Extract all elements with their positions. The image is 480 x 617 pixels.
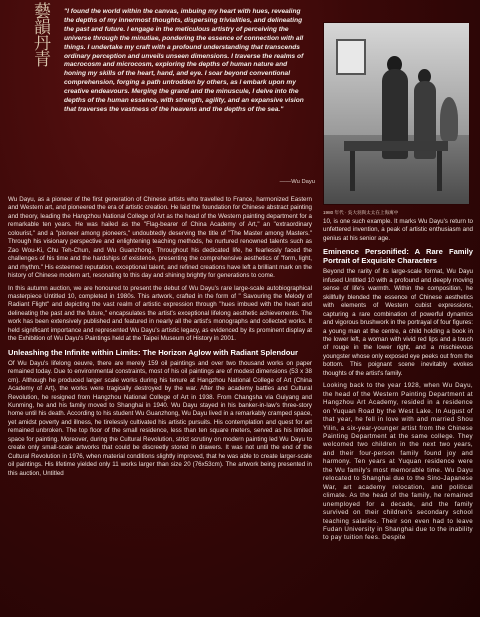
quote-author: ——Wu Dayu bbox=[279, 179, 315, 185]
section-heading-eminence: Eminence Personified: A Rare Family Portrait of Exquisite Characters bbox=[323, 247, 473, 266]
photo-table-leg bbox=[350, 151, 355, 191]
calligraphy-title: 藝韻丹青 bbox=[30, 2, 50, 66]
right-column bbox=[323, 218, 473, 547]
photo-caption: 1980 年代 · 吳大羽與太太在上海寓中 bbox=[323, 210, 399, 215]
photo-table bbox=[344, 141, 448, 151]
paragraph-intro: Wu Dayu, as a pioneer of the first generation of Chinese artists who travelled to France, harmonized Eastern and Western art, and pioneered the era of artistic creation. He laid the foundation for Chinese abstract painting and theory, leading the Hangzhou National College of Art as the head of the Western painting department for a remarkable ten years. He was hailed as the "Flag-bearer of China Academy of Art," an "extraordinary colourist," and a "pioneer among pioneers," undoubtedly deserving the title of "The Master among Masters." Through his visionary perspective and enlightening teaching methods, he nurtured renowned talents such as Zao Wou-Ki, Chu Teh-Chun, and Wu Guanzhong. Throughout his dedicated life, he fearlessly faced the challenges of his time and the hardships of existence, presenting the comprehensive aesthetics of "form, light, and rhythm." His esteemed reputation, exceptional talent, and refined creations have left a brilliant mark on the history of Chinese modern art, resonating to this day and shining brightly for generations to come. bbox=[8, 196, 312, 280]
paragraph-continuation: 10, is one such example. It marks Wu Dayu's return to unfettered invention, a peak of artistic enthusiasm and genius at his senior age. bbox=[323, 218, 473, 242]
paragraph-oeuvre: Of Wu Dayu's lifelong oeuvre, there are merely 159 oil paintings and over two thousand works on paper remained today. Due to environmental constraints, most of his oil paintings are of modest dimensions (53 x 38 cm). Although he produced larger scale works during his tenure at Hangzhou National College of Art (China Academy of Art), the works were tragically destroyed by the war. After the academy battles and Cultural Revolution, he resigned from Hangzhou National College of Art in 1938. From Changsha via Guiyang and Kunming, he and his family moved to Shanghai in 1940. Wu Dayu stayed in his banker-in-law's three-story home until his death. According to his student Wu Guanzhong, Wu Dayu lived in a remarkably cramped space, yet amidst poverty and illness, he tirelessly cultivated his artistic pursuits. His contemplation and quest for art remained unbroken. The top floor of the small residence, less than ten square meters, served as his limited space for painting. Moreover, during the Cultural Revolution, strict scrutiny on modern painting led Wu Dayu to create only small-scale artworks that could be discreetly stored in drawers. It was not until the end of the Cultural Revolution in 1976, when material conditions slightly improved, that he was able to create larger-scale oil paintings. His lifetime yielded only 11 works larger than size 20 (76x53cm). The artwork being presented in this auction, Untitled bbox=[8, 359, 312, 477]
paragraph-history: Looking back to the year 1928, when Wu Dayu, the head of the Western Painting Department at Hangzhou Art Academy, resided in a residence on Yuquan Road by the West Lake. In August of that year, he fell in love with and married Shou Yilin, a six-year-younger artist from the Chinese Painting Department at the same college. They welcomed two children in the next two years, and their four-person family found joy and harmony. Ten years at Yuquan residence were the Wu family's most memorable time. Wu Dayu relocated to Shanghai due to the Sino-Japanese War, art academy relocation, and political climate. As the head of the family, he remained unemployed for a decade, and the family survived on their children's secondary school teaching salaries. Their son even had to leave Fudan University in Shanghai due to the inability to pay tuition fees. Despite bbox=[323, 382, 473, 542]
left-column bbox=[8, 196, 312, 482]
photo-table-leg bbox=[437, 151, 442, 191]
section-heading-infinite: Unleashing the Infinite within Limits: The Horizon Aglow with Radiant Splendour bbox=[8, 347, 298, 357]
photo-window bbox=[336, 39, 366, 75]
paragraph-auction: In this autumn auction, we are honoured to present the debut of Wu Dayu's rare large-scale autobiographical masterpiece Untitled 10, completed in 1980s. This artwork, crafted in the form of " Savouring the Melody of Radiant Flight" and depicting the vast realm of artistic expression through "hues imbued with the heart and delineating the past and the future," encapsulates the artist's exceptional lifelong aesthetic achievements. The work has been extensively published and featured in nearly all the artist's monographs and collected works. It held significant importance and represented Wu Dayu's artistic legacy, as evidenced by its prominent display at the Exhibition of Wu Dayu's Paintings held at the Taipei Museum of History in 2001. bbox=[8, 284, 312, 343]
opening-quote: "I found the world within the canvas, imbuing my heart with hues, revealing the depths of my innermost thoughts, dispersing trivialities, and delineating the past and future. I engage in the meticulous artistry of perceiving the universe through the minutiae, pondering the essence of connection with all things. I undertake my craft with a profound understanding that transcends ordinary perception and unveils unseen dimensions. I traverse the realms of macrocosm and microcosm, exploring the depths of human nature and honing my skills of the heart, hand, and eye. I soar beyond conventional comprehension, forging a path untrodden by others, as I embark upon my creative endeavours. Merging the grand and the minuscule, I delve into the depths of the human essence, with strength, agility, and an expansive vision that traverses the vastness of the heavens and the depths of the sea." bbox=[64, 8, 304, 113]
family-photo bbox=[323, 22, 470, 205]
paragraph-composition: Beyond the rarity of its large-scale format, Wu Dayu infused Untitled 10 with a profound and deeply moving sense of life's warmth. Within the composition, he skillfully blended the essence of Chinese aesthetics with elements of Western cubist expressions, capturing a rare combination of powerful dynamics and vigorous brushwork in the portrayal of four figures: a young man at the centre, a child holding a book in the lower left, a woman with vivid red lips and a touch of rouge in the lower right, and a mischievous youngster whose only exposed eye peeks out from the bottom. This poignant scene inevitably evokes thoughts of the artist's family. bbox=[323, 268, 473, 377]
photo-plant bbox=[440, 97, 458, 141]
